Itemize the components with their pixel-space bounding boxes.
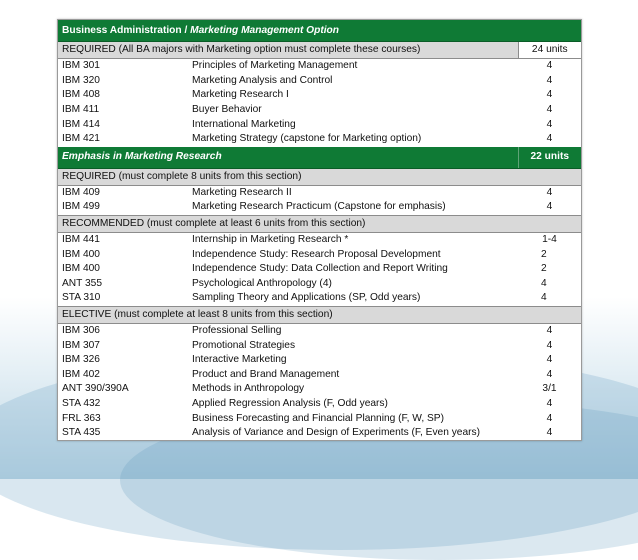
course-units: 4 (546, 74, 553, 86)
course-row (58, 117, 581, 132)
program-header-row (58, 20, 581, 42)
course-row (58, 323, 581, 338)
course-units: 4 (541, 292, 547, 304)
course-row (58, 88, 581, 103)
course-title: Marketing Research I (192, 89, 289, 101)
section-header-elective (58, 306, 581, 323)
section-label: RECOMMENDED (must complete at least 6 units from this section) (58, 215, 581, 232)
course-title: Marketing Analysis and Control (192, 74, 333, 86)
course-title: Sampling Theory and Applications (SP, Odd years) (192, 292, 421, 304)
section-header-emphasis-required (58, 168, 581, 185)
course-code: IBM 306 (62, 325, 100, 337)
elective-course-list (58, 323, 581, 440)
section-label: REQUIRED (must complete 8 units from this section) (58, 168, 581, 185)
course-row (58, 74, 581, 89)
course-title: Methods in Anthropology (192, 383, 305, 395)
course-row (58, 291, 581, 306)
course-code: IBM 402 (62, 368, 100, 380)
program-title (58, 20, 581, 42)
course-row (58, 200, 581, 215)
course-title: Interactive Marketing (192, 354, 287, 366)
course-title: Promotional Strategies (192, 339, 296, 351)
course-title: Business Forecasting and Financial Planning (F, W, SP) (192, 412, 444, 424)
section-header-recommended (58, 215, 581, 232)
course-row (58, 411, 581, 426)
course-units: 4 (546, 354, 553, 366)
course-code: STA 435 (62, 427, 101, 439)
course-units: 4 (546, 133, 553, 145)
program-name: Business Administration / (62, 24, 191, 36)
course-units: 3/1 (542, 383, 557, 395)
course-row (58, 103, 581, 118)
emphasis-required-course-list (58, 185, 581, 215)
emphasis-title: Emphasis in Marketing Research (58, 147, 518, 169)
course-units: 2 (541, 248, 547, 260)
course-requirements-table (57, 19, 582, 441)
section-units: 24 units (518, 42, 581, 59)
course-code: IBM 400 (62, 263, 100, 275)
course-units: 4 (546, 186, 553, 198)
course-row (58, 247, 581, 262)
course-units: 4 (546, 118, 553, 130)
course-code: IBM 320 (62, 74, 100, 86)
course-title: International Marketing (192, 118, 296, 130)
course-code: IBM 414 (62, 118, 100, 130)
course-row (58, 262, 581, 277)
course-row (58, 132, 581, 147)
course-row (58, 338, 581, 353)
course-units: 4 (546, 89, 553, 101)
course-title: Buyer Behavior (192, 104, 262, 116)
course-title: Analysis of Variance and Design of Experiments (F, Even years) (192, 427, 481, 439)
course-units: 4 (546, 427, 553, 439)
course-code: ANT 390/390A (62, 383, 129, 395)
course-code: IBM 499 (62, 201, 100, 213)
course-units: 4 (546, 412, 553, 424)
course-title: Applied Regression Analysis (F, Odd years) (192, 397, 388, 409)
course-units: 4 (546, 60, 553, 72)
course-units: 4 (546, 368, 553, 380)
course-title: Marketing Research II (192, 186, 292, 198)
course-title: Professional Selling (192, 325, 282, 337)
course-code: IBM 421 (62, 133, 100, 145)
emphasis-units: 22 units (518, 147, 581, 169)
course-code: FRL 363 (62, 412, 101, 424)
course-code: IBM 409 (62, 186, 100, 198)
course-units: 4 (546, 325, 553, 337)
course-units: 1-4 (542, 234, 557, 246)
course-row (58, 353, 581, 368)
course-title: Psychological Anthropology (4) (192, 277, 332, 289)
course-row (58, 397, 581, 412)
course-title: Principles of Marketing Management (192, 60, 358, 72)
course-title: Independence Study: Data Collection and Report Writing (192, 263, 448, 275)
course-title: Independence Study: Research Proposal Development (192, 248, 441, 260)
section-label: REQUIRED (All BA majors with Marketing option must complete these courses) (58, 42, 518, 59)
recommended-course-list (58, 232, 581, 306)
course-title: Marketing Research Practicum (Capstone for emphasis) (192, 201, 446, 213)
course-units: 4 (546, 104, 553, 116)
course-code: IBM 301 (62, 60, 100, 72)
course-row (58, 368, 581, 383)
section-header-required (58, 42, 581, 59)
course-row (58, 232, 581, 247)
program-option: Marketing Management Option (190, 24, 339, 36)
course-row (58, 185, 581, 200)
course-code: STA 432 (62, 397, 101, 409)
section-label: ELECTIVE (must complete at least 8 units from this section) (58, 306, 581, 323)
required-course-list (58, 59, 581, 147)
course-row (58, 382, 581, 397)
course-row (58, 277, 581, 292)
course-row (58, 426, 581, 441)
course-units: 4 (546, 339, 553, 351)
course-row (58, 59, 581, 74)
course-code: ANT 355 (62, 277, 103, 289)
course-code: IBM 408 (62, 89, 100, 101)
course-code: IBM 411 (62, 104, 100, 116)
course-units: 2 (541, 263, 547, 275)
course-code: IBM 400 (62, 248, 100, 260)
course-code: IBM 307 (62, 339, 100, 351)
course-code: STA 310 (62, 292, 101, 304)
course-code: IBM 326 (62, 354, 100, 366)
course-units: 4 (541, 277, 547, 289)
course-code: IBM 441 (62, 234, 100, 246)
course-units: 4 (546, 397, 553, 409)
course-title: Product and Brand Management (192, 368, 340, 380)
emphasis-header-row (58, 147, 581, 169)
course-units: 4 (546, 201, 553, 213)
course-title: Marketing Strategy (capstone for Marketing option) (192, 133, 422, 145)
course-title: Internship in Marketing Research * (192, 234, 349, 246)
